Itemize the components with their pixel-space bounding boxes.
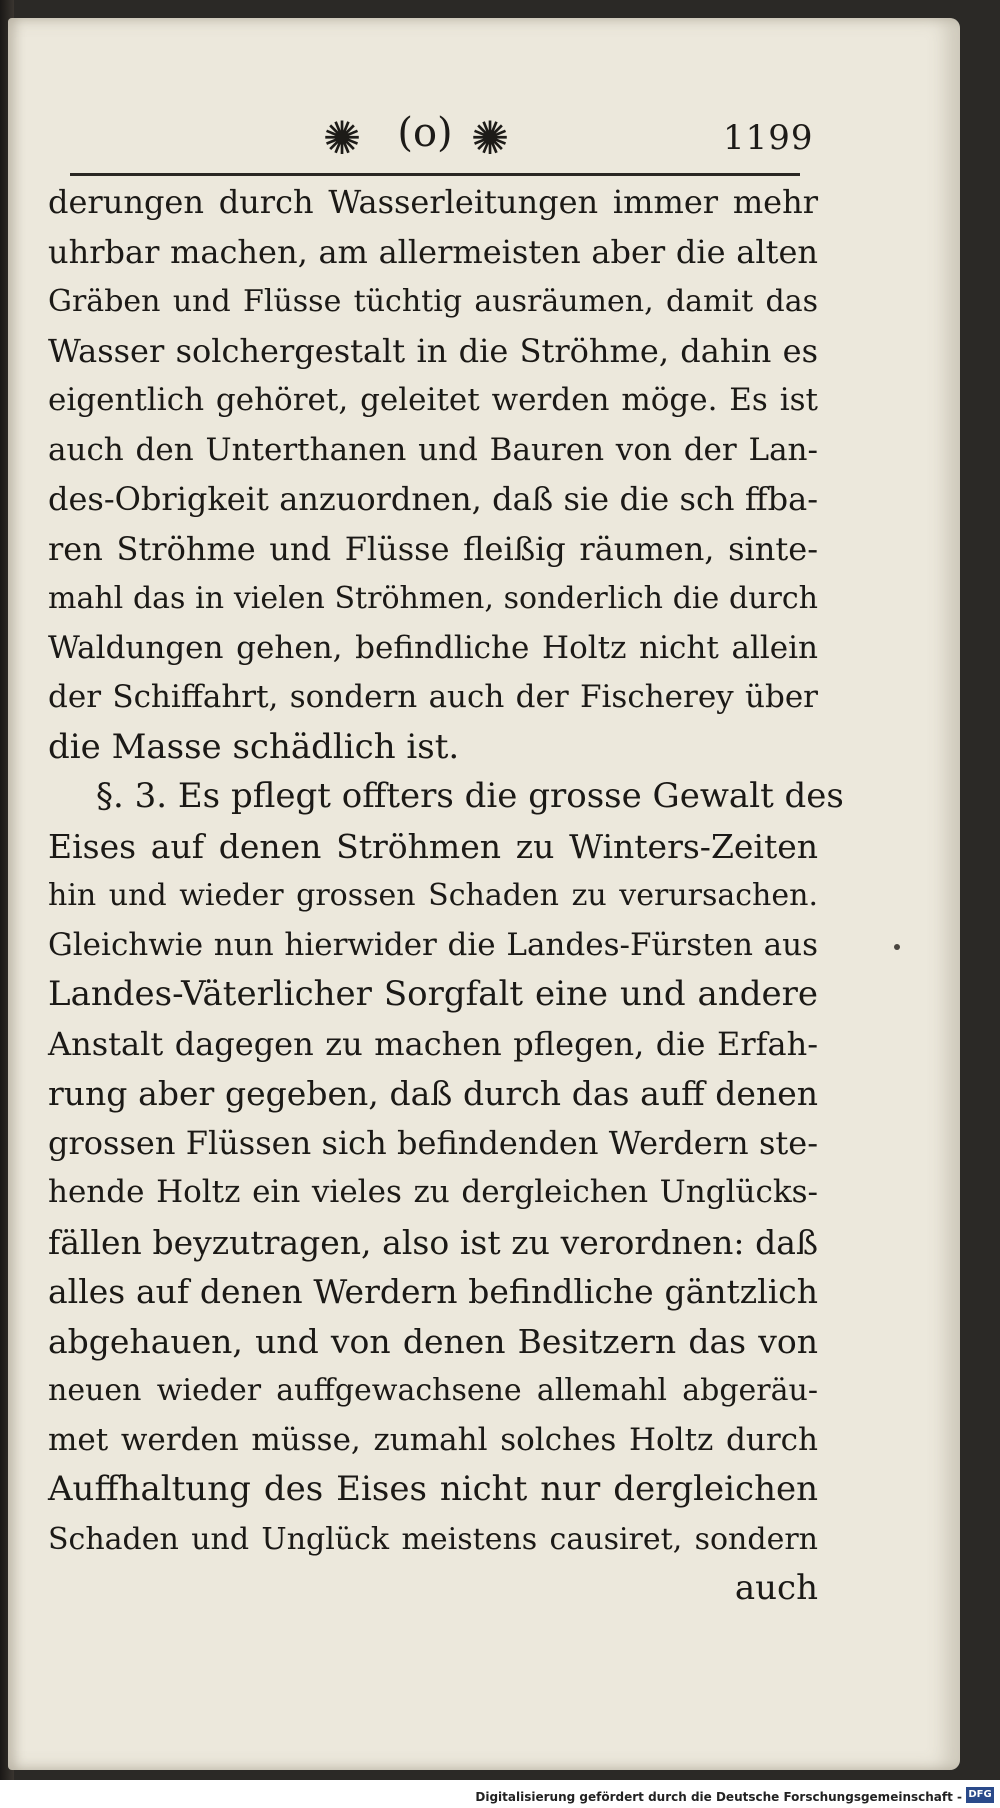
flower-ornament-icon: ✺ <box>470 111 510 165</box>
text-line: Anstalt dagegen zu machen pflegen, die Erfah- <box>48 1024 818 1063</box>
text-line: auch den Unterthanen und Bauren von der Lan- <box>48 431 818 468</box>
header-rule <box>70 173 800 176</box>
text-line: abgehauen, und von denen Besitzern das von <box>48 1321 818 1361</box>
text-line: Schaden und Unglück meistens causiret, sondern <box>48 1521 818 1557</box>
text-line: Gräben und Flüsse tüchtig ausräumen, damit das <box>48 284 818 319</box>
text-line: hin und wieder grossen Schaden zu verursachen. <box>48 878 818 913</box>
text-line: fällen beyzutragen, also ist zu verordnen: daß <box>48 1222 818 1262</box>
text-line: met werden müsse, zumahl solches Holtz durch <box>48 1421 818 1458</box>
catchword: auch <box>734 1568 818 1608</box>
text-line: der Schiffahrt, sondern auch der Fischerey über <box>48 679 818 715</box>
text-line: grossen Flüssen sich befindenden Werdern ste- <box>48 1123 818 1162</box>
text-line: Auffhaltung des Eises nicht nur dergleichen <box>48 1469 818 1509</box>
body-text <box>48 178 844 1614</box>
flower-ornament-icon: ✺ <box>322 111 362 165</box>
text-line: derungen durch Wasserleitungen immer mehr <box>48 183 818 221</box>
dfg-logo-icon: DFG <box>966 1787 994 1803</box>
text-line: Waldungen gehen, befindliche Holtz nicht allein <box>48 629 818 666</box>
text-line: alles auf denen Werdern befindliche gäntzlich <box>48 1272 818 1311</box>
text-line: rung aber gegeben, daß durch das auff denen <box>48 1074 818 1113</box>
text-line: hende Holtz ein vieles zu dergleichen Unglücks- <box>48 1174 818 1210</box>
paper-speck <box>894 944 900 950</box>
page-header <box>8 96 960 166</box>
text-line: mahl das in vielen Ströhmen, sonderlich die durch <box>48 581 818 616</box>
text-line: Landes-Väterlicher Sorgfalt eine und andere <box>48 974 818 1014</box>
text-line: ren Ströhme und Flüsse fleißig räumen, sinte- <box>48 529 818 568</box>
book-page <box>8 18 960 1770</box>
text-line: Wasser solchergestalt in die Ströhme, dahin es <box>48 331 818 370</box>
text-line: Eises auf denen Ströhmen zu Winters-Zeiten <box>48 826 818 866</box>
page-number: 1199 <box>723 118 814 158</box>
text-line: neuen wieder auffgewachsene allemahl abgeräu- <box>48 1373 818 1408</box>
text-line: uhrbar machen, am allermeisten aber die alten <box>48 232 818 271</box>
signature-mark: (o) <box>397 110 453 156</box>
digitization-footer <box>0 1780 1000 1808</box>
digitization-credit: Digitalisierung gefördert durch die Deutsche Forschungsgemeinschaft - <box>475 1790 962 1804</box>
text-line: eigentlich gehöret, geleitet werden möge. Es ist <box>48 382 818 418</box>
text-line: Gleichwie nun hierwider die Landes-Fürsten aus <box>48 926 818 963</box>
text-line: §. 3. Es pflegt offters die grosse Gewalt des <box>96 776 844 816</box>
text-line: die Masse schädlich ist. <box>48 726 460 767</box>
text-line: des-Obrigkeit anzuordnen, daß sie die sch ffba- <box>48 480 818 518</box>
